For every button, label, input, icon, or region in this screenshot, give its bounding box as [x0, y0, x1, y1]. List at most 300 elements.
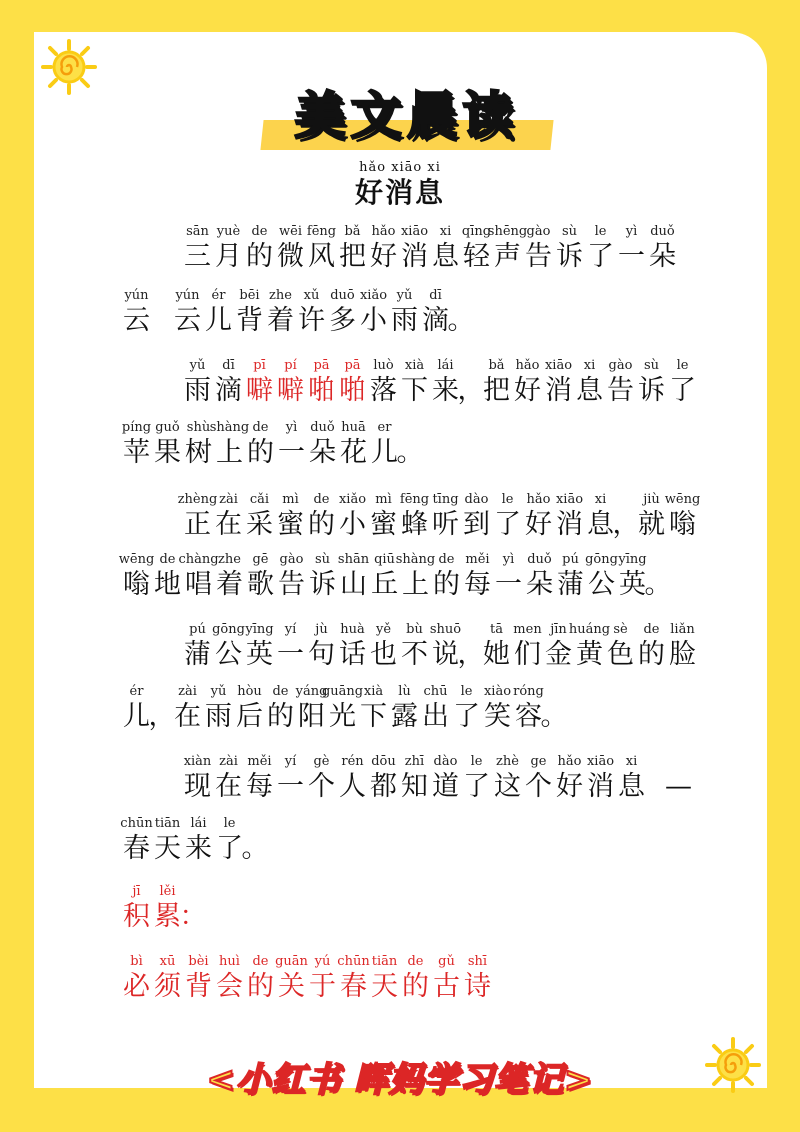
- ruby-syllable: [275, 622, 306, 672]
- ruby-syllable: [585, 754, 616, 804]
- hanzi: 就: [638, 509, 665, 540]
- poem-title-block: [0, 160, 800, 210]
- footer-watermark: <小红书 晖妈学习笔记>: [206, 1060, 594, 1100]
- pinyin: ér: [211, 288, 226, 303]
- pinyin: xiǎo: [359, 288, 388, 303]
- hanzi: 蜂: [401, 509, 428, 540]
- pinyin: huà: [340, 622, 365, 637]
- ruby-syllable: [523, 492, 554, 542]
- ruby-syllable: [213, 224, 244, 274]
- hanzi: 。: [396, 437, 424, 468]
- pinyin: dào: [433, 754, 458, 769]
- hanzi: 累: [154, 901, 181, 932]
- header-title-block: [262, 78, 552, 158]
- pinyin: xi: [439, 224, 452, 239]
- hanzi: 儿: [123, 701, 150, 732]
- hanzi: 一: [278, 437, 305, 468]
- pinyin: yǔ: [189, 358, 206, 373]
- pinyin: de: [252, 420, 269, 435]
- hanzi: 个: [308, 771, 335, 802]
- ruby-syllable: [337, 754, 368, 804]
- pinyin: chàng: [178, 552, 219, 567]
- pinyin: měi: [247, 754, 272, 769]
- ruby-syllable: [307, 420, 338, 470]
- ruby-syllable: [213, 622, 244, 672]
- pinyin: xiàn: [183, 754, 212, 769]
- pinyin: huì: [219, 954, 240, 969]
- pinyin: sù: [314, 552, 331, 567]
- pinyin: huā: [341, 420, 366, 435]
- ruby-syllable: [244, 754, 275, 804]
- ruby-syllable: [337, 622, 368, 672]
- hanzi: 天: [371, 971, 398, 1002]
- ruby-syllable: [121, 420, 152, 470]
- hanzi: 知: [401, 771, 428, 802]
- hanzi: ：: [179, 901, 207, 932]
- ruby-syllable: [178, 552, 219, 602]
- pinyin: shù: [186, 420, 211, 435]
- hanzi: 天: [154, 833, 181, 864]
- hanzi: 把: [339, 241, 366, 272]
- ruby-syllable: [574, 358, 605, 408]
- hanzi: ，: [148, 701, 176, 732]
- pinyin: pā: [313, 358, 330, 373]
- hanzi: 告: [525, 241, 552, 272]
- ruby-syllable: [121, 954, 152, 1004]
- ruby-syllable: [389, 684, 420, 734]
- pinyin: bì: [130, 954, 143, 969]
- ruby-syllable: [555, 552, 586, 602]
- hanzi: 了: [494, 509, 521, 540]
- pinyin: le: [470, 754, 483, 769]
- hanzi: 息: [618, 771, 645, 802]
- hanzi: 在: [215, 509, 242, 540]
- hanzi: 消: [545, 375, 572, 406]
- ruby-syllable: [493, 552, 524, 602]
- hanzi: 春: [340, 971, 367, 1002]
- ruby-syllable: [512, 358, 543, 408]
- ruby-syllable: [244, 492, 275, 542]
- ruby-syllable: [183, 954, 214, 1004]
- pinyin: men: [513, 622, 542, 637]
- pinyin: yě: [375, 622, 392, 637]
- ruby-syllable: [586, 552, 617, 602]
- hanzi: 云: [174, 305, 201, 336]
- pinyin: de: [272, 684, 289, 699]
- hanzi: 树: [185, 437, 212, 468]
- pinyin: gào: [279, 552, 304, 567]
- pinyin: duǒ: [310, 420, 335, 435]
- ruby-syllable: [172, 288, 203, 338]
- ruby-syllable: [121, 288, 152, 338]
- hanzi: 露: [391, 701, 418, 732]
- ruby-syllable: [399, 224, 430, 274]
- pinyin: mì: [282, 492, 299, 507]
- hanzi: 唱: [185, 569, 212, 600]
- pinyin: chūn: [120, 816, 153, 831]
- punctuation: [457, 358, 485, 408]
- ruby-syllable: [213, 754, 244, 804]
- pinyin: xiāo: [544, 358, 573, 373]
- punctuation: [540, 684, 568, 734]
- pinyin: hǎo: [557, 754, 582, 769]
- hanzi: 好: [370, 241, 397, 272]
- sun-icon: [40, 38, 98, 96]
- ruby-syllable: [121, 684, 152, 734]
- pinyin: chūn: [337, 954, 370, 969]
- hanzi: 说: [432, 639, 459, 670]
- hanzi: 公: [215, 639, 242, 670]
- hanzi: 嗡: [669, 509, 696, 540]
- hanzi: 三: [184, 241, 211, 272]
- pinyin: duō: [330, 288, 355, 303]
- ruby-syllable: [451, 684, 482, 734]
- hanzi: 的: [433, 569, 460, 600]
- hanzi: 不: [401, 639, 428, 670]
- dash: —: [665, 771, 692, 802]
- pinyin: huáng: [568, 622, 611, 637]
- ruby-syllable: [152, 884, 183, 934]
- pinyin: guāng: [321, 684, 364, 699]
- hanzi: 朵: [309, 437, 336, 468]
- ruby-syllable: [554, 492, 585, 542]
- ruby-syllable: [616, 754, 647, 804]
- ruby-syllable: [543, 358, 574, 408]
- ruby-syllable: [121, 816, 152, 866]
- hanzi: 会: [216, 971, 243, 1002]
- pinyin: sān: [186, 224, 209, 239]
- hanzi: 都: [370, 771, 397, 802]
- pinyin: zhèng: [177, 492, 218, 507]
- hanzi: 采: [246, 509, 273, 540]
- hanzi: 的: [247, 437, 274, 468]
- pinyin: de: [438, 552, 455, 567]
- pinyin: yún: [124, 288, 149, 303]
- ruby-syllable: [182, 358, 213, 408]
- pinyin: chū: [423, 684, 448, 699]
- hanzi: 着: [216, 569, 243, 600]
- pinyin: le: [223, 816, 236, 831]
- punctuation: [612, 492, 640, 542]
- hanzi: 歌: [247, 569, 274, 600]
- ruby-syllable: [152, 954, 183, 1004]
- ruby-syllable: [605, 358, 636, 408]
- ruby-syllable: [462, 954, 493, 1004]
- sun-icon: [704, 1036, 762, 1094]
- pinyin: yì: [285, 420, 298, 435]
- pinyin: xǔ: [303, 288, 320, 303]
- ruby-syllable: [430, 224, 461, 274]
- punctuation: [457, 622, 485, 672]
- ruby-syllable: [337, 492, 368, 542]
- hanzi: 噼: [246, 375, 273, 406]
- pinyin: sù: [643, 358, 660, 373]
- ruby-syllable: [461, 754, 492, 804]
- hanzi: 在: [215, 771, 242, 802]
- pinyin: gè: [313, 754, 330, 769]
- hanzi: 话: [339, 639, 366, 670]
- ruby-syllable: [296, 288, 327, 338]
- hanzi: 的: [267, 701, 294, 732]
- hanzi: 到: [463, 509, 490, 540]
- hanzi: 个: [525, 771, 552, 802]
- ruby-syllable: [400, 954, 431, 1004]
- ruby-syllable: [265, 288, 296, 338]
- hanzi: 的: [402, 971, 429, 1002]
- ruby-syllable: [369, 954, 400, 1004]
- ruby-syllable: [209, 420, 250, 470]
- ruby-syllable: [647, 224, 678, 274]
- pinyin: wēng: [118, 552, 155, 567]
- ruby-syllable: [203, 288, 234, 338]
- pinyin: yīng: [618, 552, 647, 567]
- pinyin: guǒ: [155, 420, 180, 435]
- hanzi: 蜜: [370, 509, 397, 540]
- hanzi: 现: [184, 771, 211, 802]
- pinyin: gōng: [212, 622, 245, 637]
- hanzi: 来: [432, 375, 459, 406]
- ruby-syllable: [306, 492, 337, 542]
- ruby-syllable: [462, 552, 493, 602]
- hanzi: 人: [339, 771, 366, 802]
- pinyin: sè: [613, 622, 628, 637]
- ruby-syllable: [183, 816, 214, 866]
- hanzi: 。: [540, 701, 568, 732]
- hanzi: 朵: [526, 569, 553, 600]
- hanzi: 了: [453, 701, 480, 732]
- pinyin: xiāo: [400, 224, 429, 239]
- hanzi: 消: [587, 771, 614, 802]
- pinyin: jù: [315, 622, 328, 637]
- pinyin: zài: [219, 754, 238, 769]
- ruby-syllable: [182, 754, 213, 804]
- pinyin: zài: [219, 492, 238, 507]
- hanzi: 丘: [371, 569, 398, 600]
- ruby-syllable: [667, 622, 698, 672]
- pinyin: de: [313, 492, 330, 507]
- pinyin: tiān: [371, 954, 398, 969]
- ruby-syllable: [337, 358, 368, 408]
- ruby-syllable: [395, 552, 436, 602]
- hanzi: 春: [123, 833, 150, 864]
- pinyin: tā: [490, 622, 503, 637]
- hanzi: 声: [494, 241, 521, 272]
- ruby-syllable: [276, 420, 307, 470]
- ruby-syllable: [568, 622, 611, 672]
- punctuation: [447, 288, 475, 338]
- hanzi: 后: [236, 701, 263, 732]
- ruby-syllable: [512, 622, 543, 672]
- pinyin: yīng: [245, 622, 274, 637]
- hanzi: 月: [215, 241, 242, 272]
- hanzi: 听: [432, 509, 459, 540]
- hanzi: 于: [309, 971, 336, 1002]
- pinyin: tiān: [154, 816, 181, 831]
- hanzi: 一: [495, 569, 522, 600]
- hanzi: 们: [514, 639, 541, 670]
- hanzi: ，: [457, 639, 485, 670]
- ruby-syllable: [244, 358, 275, 408]
- pinyin: le: [460, 684, 473, 699]
- hanzi: 古: [433, 971, 460, 1002]
- hanzi: 必: [123, 971, 150, 1002]
- pinyin: wēi: [279, 224, 302, 239]
- poem-line: [177, 492, 701, 542]
- pinyin: shuō: [429, 622, 462, 637]
- hanzi: 上: [402, 569, 429, 600]
- poem-line: [121, 684, 568, 734]
- ruby-syllable: [431, 552, 462, 602]
- pinyin: qīng: [461, 224, 492, 239]
- hanzi: 许: [298, 305, 325, 336]
- hanzi: 一: [277, 771, 304, 802]
- ruby-syllable: [306, 622, 337, 672]
- ruby-syllable: [182, 224, 213, 274]
- pinyin: lù: [398, 684, 411, 699]
- pinyin: píng: [121, 420, 152, 435]
- pinyin: hòu: [237, 684, 262, 699]
- hanzi: ，: [612, 509, 640, 540]
- ruby-syllable: [234, 288, 265, 338]
- pinyin: er: [377, 420, 392, 435]
- ruby-syllable: [399, 492, 430, 542]
- pinyin: bēi: [239, 288, 260, 303]
- pinyin: bù: [406, 622, 423, 637]
- ruby-syllable: [492, 754, 523, 804]
- pinyin: liǎn: [670, 622, 695, 637]
- hanzi: 儿: [205, 305, 232, 336]
- punctuation: [396, 420, 424, 470]
- ruby-syllable: [487, 224, 528, 274]
- hanzi: 滴: [215, 375, 242, 406]
- pinyin: xià: [404, 358, 425, 373]
- ruby-syllable: [369, 420, 400, 470]
- ruby-syllable: [399, 358, 430, 408]
- punctuation: [148, 684, 176, 734]
- ruby-syllable: [636, 492, 667, 542]
- hanzi: 嗡: [123, 569, 150, 600]
- ruby-syllable: [265, 684, 296, 734]
- hanzi: 句: [308, 639, 335, 670]
- pinyin: jiù: [643, 492, 660, 507]
- ruby-syllable: [368, 224, 399, 274]
- hanzi: 她: [483, 639, 510, 670]
- hanzi: 诉: [556, 241, 583, 272]
- punctuation: [179, 884, 207, 934]
- hanzi: 诉: [638, 375, 665, 406]
- poem-line: [182, 358, 698, 408]
- hanzi: 背: [236, 305, 263, 336]
- pinyin: tīng: [432, 492, 459, 507]
- hanzi: 一: [618, 241, 645, 272]
- ruby-syllable: [306, 754, 337, 804]
- ruby-syllable: [430, 358, 461, 408]
- ruby-syllable: [245, 552, 276, 602]
- pinyin: luò: [373, 358, 394, 373]
- pinyin: guān: [275, 954, 308, 969]
- ruby-syllable: [481, 358, 512, 408]
- hanzi: 息: [432, 241, 459, 272]
- ruby-syllable: [368, 492, 399, 542]
- poem-line: [182, 224, 678, 274]
- ruby-syllable: [667, 358, 698, 408]
- hanzi: 了: [216, 833, 243, 864]
- hanzi: 金: [545, 639, 572, 670]
- hanzi: 雨: [205, 701, 232, 732]
- notes-item: [121, 954, 493, 1004]
- hanzi: 。: [447, 305, 475, 336]
- hanzi: 微: [277, 241, 304, 272]
- ruby-syllable: [275, 224, 306, 274]
- hanzi: 背: [185, 971, 212, 1002]
- pinyin: pí: [284, 358, 297, 373]
- poem-line: [121, 288, 475, 338]
- ruby-syllable: [307, 552, 338, 602]
- hanzi: 的: [246, 241, 273, 272]
- ruby-syllable: [214, 816, 245, 866]
- ruby-syllable: [554, 224, 585, 274]
- ruby-syllable: [617, 552, 648, 602]
- ruby-syllable: [358, 684, 389, 734]
- ruby-syllable: [524, 552, 555, 602]
- pinyin: xiǎo: [338, 492, 367, 507]
- pinyin: zhe: [269, 288, 292, 303]
- ruby-syllable: [636, 622, 667, 672]
- pinyin: xi: [625, 754, 638, 769]
- hanzi: 色: [607, 639, 634, 670]
- ruby-syllable: [523, 224, 554, 274]
- pinyin: gōng: [585, 552, 618, 567]
- ruby-syllable: [616, 224, 647, 274]
- hanzi: 消: [401, 241, 428, 272]
- hanzi: 儿: [371, 437, 398, 468]
- hanzi: 了: [587, 241, 614, 272]
- ruby-syllable: [213, 492, 244, 542]
- hanzi: 好: [556, 771, 583, 802]
- ruby-syllable: [523, 754, 554, 804]
- pinyin: gào: [526, 224, 551, 239]
- ruby-syllable: [389, 288, 420, 338]
- ruby-syllable: [276, 552, 307, 602]
- hanzi: 雨: [184, 375, 211, 406]
- hanzi: 脸: [669, 639, 696, 670]
- pinyin: zhè: [496, 754, 519, 769]
- pinyin: de: [252, 954, 269, 969]
- poem-line: [121, 420, 424, 470]
- pinyin: yì: [625, 224, 638, 239]
- ruby-syllable: [554, 754, 585, 804]
- ruby-syllable: [664, 492, 701, 542]
- ruby-syllable: [306, 358, 337, 408]
- ruby-syllable: [368, 358, 399, 408]
- hanzi: 小: [339, 509, 366, 540]
- pinyin: dōu: [371, 754, 396, 769]
- hanzi: 也: [370, 639, 397, 670]
- pinyin: pā: [344, 358, 361, 373]
- hanzi: 把: [483, 375, 510, 406]
- hanzi: 每: [464, 569, 491, 600]
- ruby-syllable: [338, 552, 369, 602]
- pinyin: hǎo: [371, 224, 396, 239]
- ruby-syllable: [368, 622, 399, 672]
- ruby-syllable: [276, 954, 307, 1004]
- ruby-syllable: [368, 754, 399, 804]
- hanzi: 英: [246, 639, 273, 670]
- pinyin: yì: [502, 552, 515, 567]
- pinyin: gē: [252, 552, 269, 567]
- hanzi: 笑: [484, 701, 511, 732]
- ruby-syllable: [203, 684, 234, 734]
